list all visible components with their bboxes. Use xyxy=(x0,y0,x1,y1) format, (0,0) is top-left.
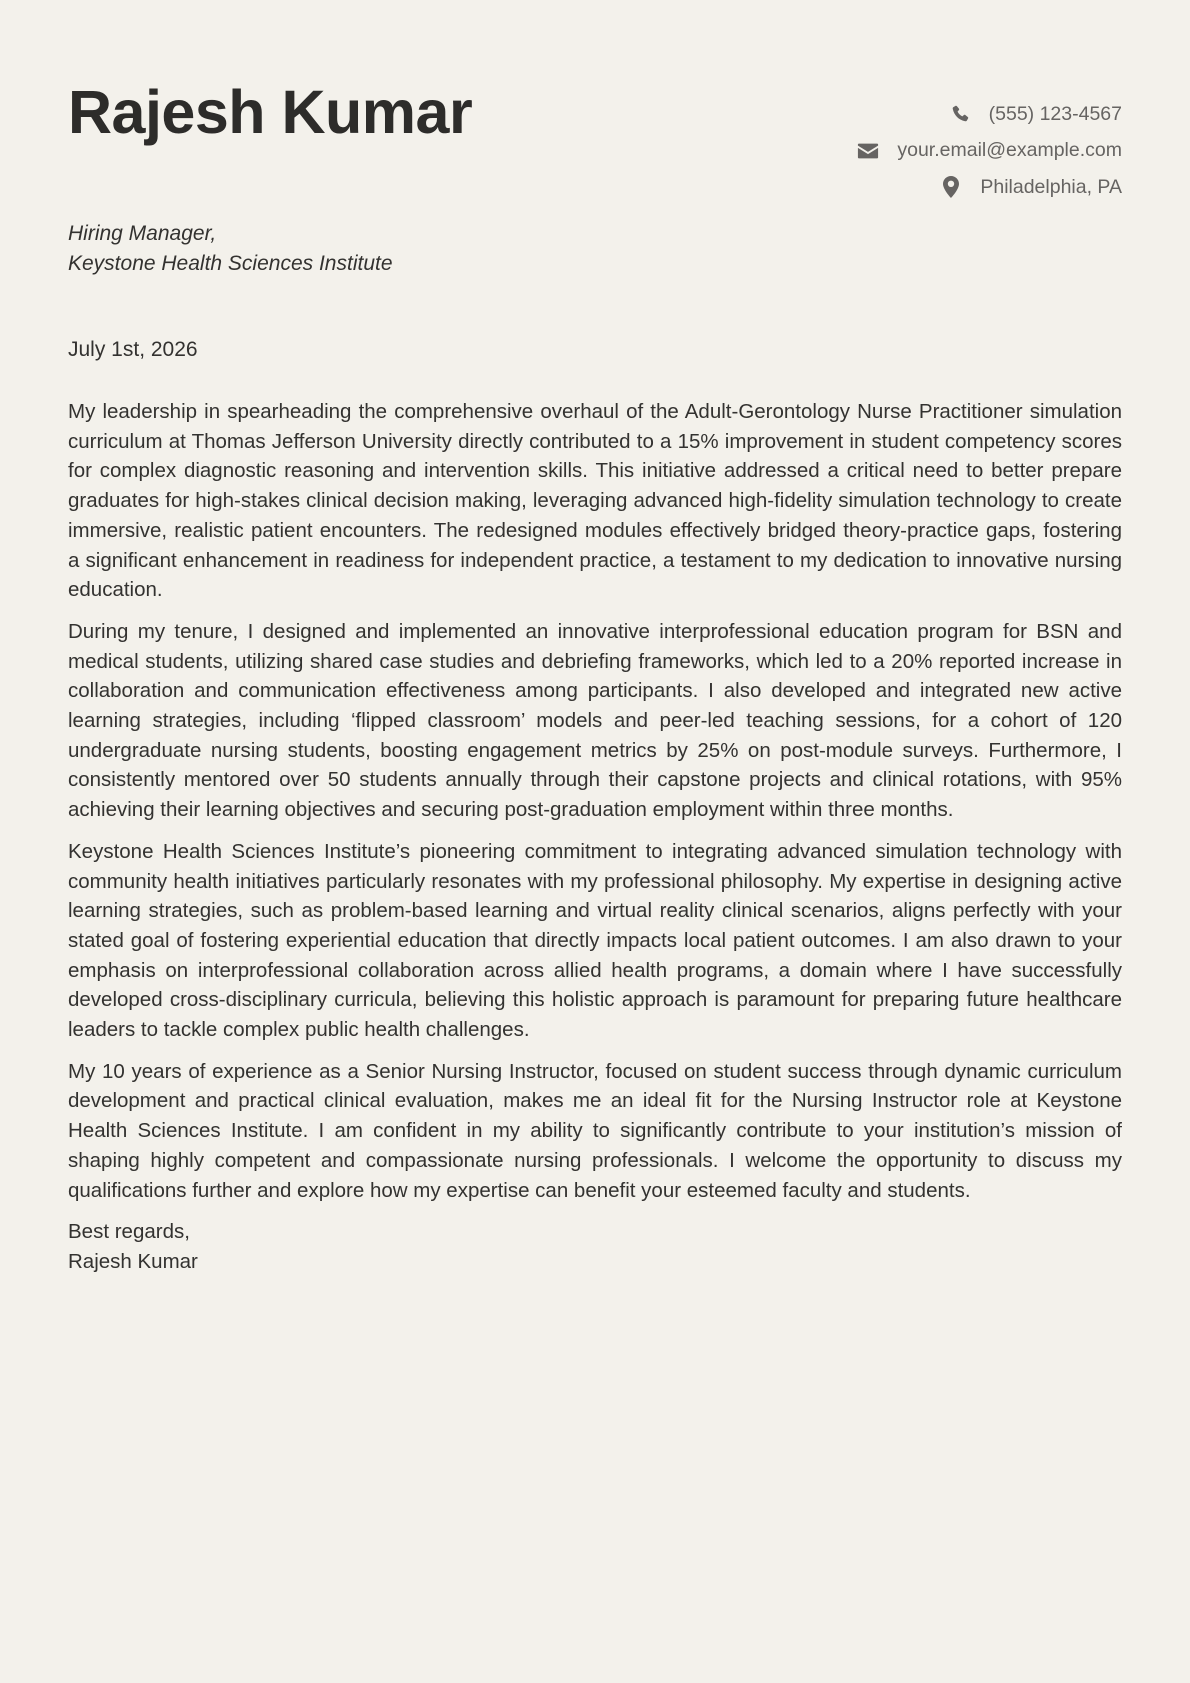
letter-body xyxy=(68,397,1122,1277)
letter-date: July 1st, 2026 xyxy=(68,338,198,361)
cover-letter-page xyxy=(68,0,1122,1683)
recipient-title: Hiring Manager, xyxy=(68,222,217,245)
closing-signature: Rajesh Kumar xyxy=(68,1249,198,1273)
email-text[interactable]: your.email@example.com xyxy=(897,139,1122,162)
recipient-organization: Keystone Health Sciences Institute xyxy=(68,252,393,275)
closing-block xyxy=(68,1217,1122,1276)
contact-location xyxy=(857,169,1122,206)
contact-email xyxy=(857,133,1122,170)
body-paragraph-3: Keystone Health Sciences Institute’s pioneering commitment to integrating advanced simulation technology with community health initiatives particularly resonates with my professional philosophy. My expertise in designing active learning strategies, such as problem-based learning and virtual reality clinical scenarios, aligns perfectly with your stated goal of fostering experiential education that directly impacts local patient outcomes. I am also drawn to your emphasis on interprofessional collaboration across allied health programs, a domain where I have successfully developed cross-disciplinary curricula, believing this holistic approach is paramount for preparing future healthcare leaders to tackle complex public health challenges. xyxy=(68,839,1122,1042)
body-paragraph-2: During my tenure, I designed and implemented an innovative interprofessional education program for BSN and medical students, utilizing shared case studies and debriefing frameworks, which led to a 20% reported increase in collaboration and communication effectiveness among participants. I also developed and integrated new active learning strategies, including ‘flipped classroom’ models and peer-led teaching sessions, for a cohort of 120 undergraduate nursing students, boosting engagement metrics by 25% on post-module surveys. Furthermore, I consistently mentored over 50 students annually through their capstone projects and clinical rotations, with 95% achieving their learning objectives and securing post-graduation employment within three months. xyxy=(68,619,1122,822)
body-paragraph-1: My leadership in spearheading the comprehensive overhaul of the Adult-Gerontology Nurse Practitioner simulation curriculum at Thomas Jefferson University directly contributed to a 15% improvement in student competency scores for complex diagnostic reasoning and intervention skills. This initiative addressed a critical need to better prepare graduates for high-stakes clinical decision making, leveraging advanced high-fidelity simulation technology to create immersive, realistic patient encounters. The redesigned modules effectively bridged theory-practice gaps, fostering a significant enhancement in readiness for independent practice, a testament to my dedication to innovative nursing education. xyxy=(68,400,1122,602)
envelope-icon xyxy=(857,140,879,162)
location-text: Philadelphia, PA xyxy=(980,175,1122,198)
contact-info xyxy=(857,96,1122,206)
closing-salutation: Best regards, xyxy=(68,1220,190,1244)
recipient-block xyxy=(68,219,393,279)
phone-icon xyxy=(949,103,971,125)
phone-text[interactable]: (555) 123-4567 xyxy=(988,102,1122,125)
body-paragraph-4: My 10 years of experience as a Senior Nursing Instructor, focused on student success through dynamic curriculum development and practical clinical evaluation, makes me an ideal fit for the Nursing Instructor role at Keystone Health Sciences Institute. I am confident in my ability to significantly contribute to your institution’s mission of shaping highly competent and compassionate nursing professionals. I welcome the opportunity to discuss my qualifications further and explore how my expertise can benefit your esteemed faculty and students. xyxy=(68,1059,1122,1202)
applicant-name: Rajesh Kumar xyxy=(68,78,473,146)
map-pin-icon xyxy=(940,176,962,198)
letter-header xyxy=(68,0,1122,200)
contact-phone xyxy=(857,96,1122,133)
